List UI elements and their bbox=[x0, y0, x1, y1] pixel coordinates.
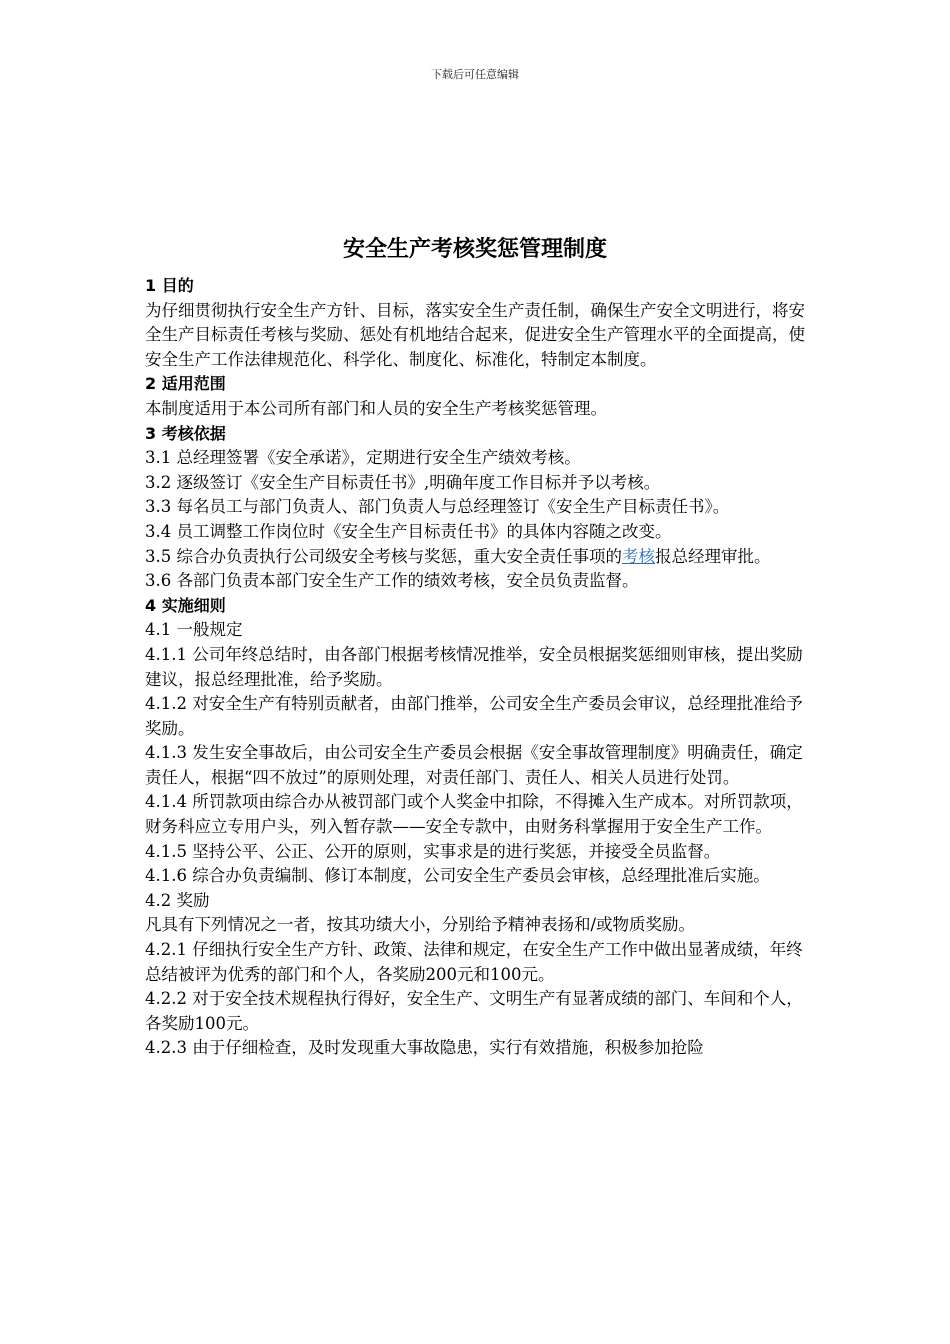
header-note: 下载后可任意编辑 bbox=[431, 68, 519, 81]
clause-4-1-6: 4.1.6 综合办负责编制、修订本制度，公司安全生产委员会审核，总经理批准后实施。 bbox=[145, 866, 770, 886]
clause-4-1-3: 4.1.3 发生安全事故后，由公司安全生产委员会根据《安全事故管理制度》明确责任，确定责任人，根据“四不放过”的原则处理，对责任部门、责任人、相关人员进行处罚。 bbox=[145, 743, 803, 787]
clause-4-2-3: 4.2.3 由于仔细检查，及时发现重大事故隐患，实行有效措施，积极参加抢险 bbox=[145, 1038, 704, 1058]
clause-4-2-1: 4.2.1 仔细执行安全生产方针、政策、法律和规定，在安全生产工作中做出显著成绩，年终总结被评为优秀的部门和个人，各奖励200元和100元。 bbox=[145, 940, 803, 984]
section-3-heading: 3 考核依据 bbox=[145, 423, 226, 443]
subsection-4-1: 4.1 一般规定 bbox=[145, 620, 243, 640]
clause-3-1: 3.1 总经理签署《安全承诺》，定期进行安全生产绩效考核。 bbox=[145, 448, 581, 468]
clause-3-4: 3.4 员工调整工作岗位时《安全生产目标责任书》的具体内容随之改变。 bbox=[145, 521, 672, 541]
clause-4-1-1: 4.1.1 公司年终总结时，由各部门根据考核情况推举，安全员根据奖惩细则审核，提出奖励建议，报总经理批准，给予奖励。 bbox=[145, 644, 803, 689]
section-2-body: 本制度适用于本公司所有部门和人员的安全生产考核奖惩管理。 bbox=[145, 398, 607, 418]
section-4-heading: 4 实施细则 bbox=[145, 595, 226, 615]
section-2-heading: 2 适用范围 bbox=[145, 374, 226, 394]
clause-3-5 bbox=[145, 545, 810, 570]
section-1-heading: 1 目的 bbox=[145, 276, 194, 295]
document-title: 安全生产考核奖惩管理制度 bbox=[342, 237, 607, 262]
document-body bbox=[145, 274, 810, 1061]
clause-4-1-4: 4.1.4 所罚款项由综合办从被罚部门或个人奖金中扣除，不得摊入生产成本。对所罚款项，财务科应立专用户头，列入暂存款——安全专款中，由财务科掌握用于安全生产工作。 bbox=[145, 792, 803, 837]
clause-3-6: 3.6 各部门负责本部门安全生产工作的绩效考核，安全员负责监督。 bbox=[145, 571, 639, 591]
clause-4-2-2: 4.2.2 对于安全技术规程执行得好，安全生产、文明生产有显著成绩的部门、车间和个人，各奖励100元。 bbox=[145, 989, 803, 1033]
subsection-4-2: 4.2 奖励 bbox=[145, 890, 210, 910]
clause-3-2: 3.2 逐级签订《安全生产目标责任书》,明确年度工作目标并予以考核。 bbox=[145, 472, 661, 492]
clause-4-2-intro: 凡具有下列情况之一者，按其功绩大小，分别给予精神表扬和/或物质奖励。 bbox=[145, 915, 696, 935]
clause-3-3: 3.3 每名员工与部门负责人、部门负责人与总经理签订《安全生产目标责任书》。 bbox=[145, 497, 730, 517]
assessment-link[interactable]: 考核 bbox=[622, 546, 655, 566]
clause-4-1-5: 4.1.5 坚持公平、公正、公开的原则，实事求是的进行奖惩，并接受全员监督。 bbox=[145, 841, 721, 861]
clause-4-1-2: 4.1.2 对安全生产有特别贡献者，由部门推举，公司安全生产委员会审议，总经理批准给予奖励。 bbox=[145, 694, 803, 738]
clause-3-5-text-b: 报总经理审批。 bbox=[655, 546, 771, 566]
section-1-body: 为仔细贯彻执行安全生产方针、目标，落实安全生产责任制，确保生产安全文明进行，将安全生产目标责任考核与奖励、惩处有机地结合起来，促进安全生产管理水平的全面提高，使安全生产工作法律规范化、科学化、制度化、标准化，特制定本制度。 bbox=[145, 300, 805, 369]
clause-3-5-text-a: 3.5 综合办负责执行公司级安全考核与奖惩，重大安全责任事项的 bbox=[145, 546, 622, 566]
